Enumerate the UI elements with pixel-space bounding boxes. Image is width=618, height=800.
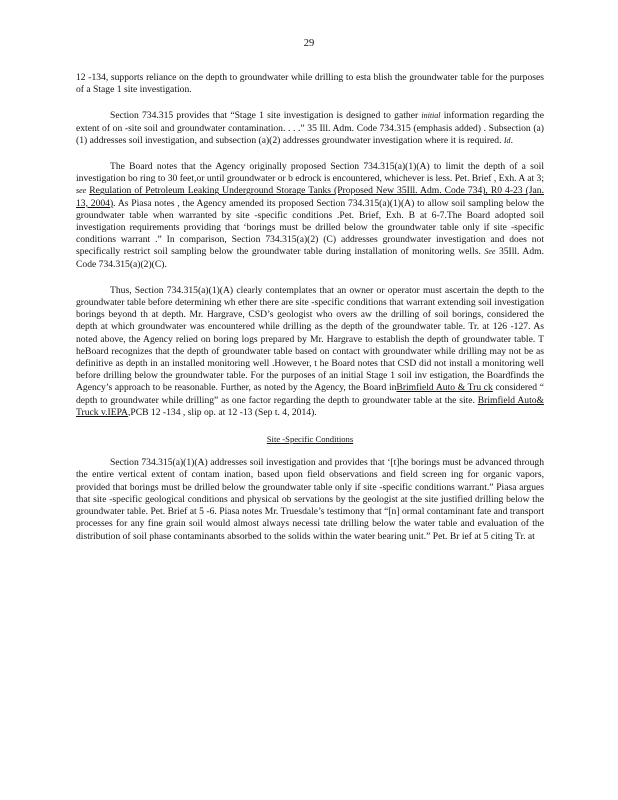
citation-brimfield-v-iepa: Brimfield Auto& Truck v.IEPA bbox=[76, 394, 544, 418]
italic-id: Id bbox=[503, 135, 511, 145]
italic-see: see bbox=[76, 186, 87, 196]
paragraph-groundwater-depth bbox=[76, 285, 544, 419]
italic-initial: initial bbox=[421, 111, 441, 121]
paragraph-agency-proposal bbox=[76, 161, 544, 271]
paragraph-text: Thus, Section 734.315(a)(1)(A) clearly contemplates that an owner or operator must ascertain the depth to the groundwater table before determining wh ether there are site -specific conditions that warrant extending soil investigation borings beyond th at depth. Mr. Hargrave, CSD’s geologist who overs aw the drilling of soil borings, considered the depth at which groundwater was encountered while drilling as the depth of the groundwater table. Tr. at 126 -127. As noted above, the Agency relied on boring logs prepared by Mr. Hargrave to establish the depth of groundwater table. T heBoard recognizes that the depth of groundwater table based on contact with groundwater while drilling may not be as definitive as depth in an installed monitoring well .However, t he Board notes that CSD did not install a monitoring well before drilling below the groundwater table. For the purposes of an initial Stage 1 soil inv estigation, the Boardfinds the Agency’s approach to be reasonable. Further, as noted by the Agency, the Board in bbox=[76, 284, 544, 394]
paragraph-text: ,PCB 12 -134 , slip op. at 12 -13 (Sep t. 4, 2014). bbox=[127, 406, 317, 418]
paragraph-text: Section 734.315(a)(1)(A) addresses soil investigation and provides that ‘[t]he borings must be advanced through the entire vertical extent of contam ination, based upon field observations and field screen ing for organic vapors, provided that borings must be drilled below the groundwater table only if site -specific conditions warrant.” Piasa argues that site -specific geological conditions and physical ob servations by the geologist at the site justified drilling below the groundwater table. Pet. Brief at 5 -6. Piasa notes Mr. Truesdale’s testimony that “[n] ormal contaminant fate and transport processes for any fine grain soil would almost always necessi tate drilling below the water table and evaluation of the distribution of soil phase contaminants absorbed to the solids within the water bearing unit.” Pet. Br ief at 5 citing Tr. at bbox=[76, 457, 544, 542]
paragraph-text: . bbox=[510, 134, 513, 146]
section-heading bbox=[76, 433, 544, 445]
paragraph-text: The Board notes that the Agency originally proposed Section 734.315(a)(1)(A) to limit the depth of a soil investigation bo ring to 30 feet,or until groundwater or b edrock is encountered, whichever is less. Pet. Brief , Exh. A at 3; bbox=[76, 161, 544, 185]
paragraph-text: Section 734.315 provides that “Stage 1 site investigation is designed to gather bbox=[110, 110, 419, 122]
paragraph-text: 12 -134, supports reliance on the depth to groundwater while drilling to esta blish the groundwater table for the purposes of a Stage 1 site investigation. bbox=[76, 72, 544, 96]
citation-regulation: Regulation of Petroleum Leaking Underground Storage Tanks (Proposed New 35Ill. Adm. Code 734), R0 4-23 (Jan. 13, 2004) bbox=[76, 185, 544, 209]
paragraph-text: considered “ depth to groundwater while drilling” as one factor regarding the depth to groundwater table at the site. bbox=[76, 382, 544, 406]
paragraph-text: . As Piasa notes , the Agency amended its proposed Section 734.315(a)(1)(A) to allow soil sampling below the groundwater table when warranted by site -specific conditions .Pet. Brief, Exh. B at 6-7.The Board adopted soil investigation requirements providing that ‘borings must be drilled below the groundwater table only if site -specific conditions warrant .” In comparison, Section 734.315(a)(2) (C) addresses groundwater investigation and does not specifically restrict soil sampling below the groundwater table during installation of monitoring wells. bbox=[76, 197, 544, 258]
paragraph-continuation bbox=[76, 72, 544, 96]
document-body bbox=[76, 72, 544, 557]
paragraph-text: information regarding the extent of on -site soil and groundwater contamination. . . .” 35 Ill. Adm. Code 734.315 (emphasis added) . Subsection (a)(1) addresses soil investigation, and subsection (a)(2) addresses groundwater investigation where it is required. bbox=[76, 110, 544, 146]
citation-brimfield: Brimfield Auto & Tru ck bbox=[396, 382, 493, 394]
paragraph-text: 35Ill. Adm. Code 734.315(a)(2)(C). bbox=[76, 246, 544, 270]
paragraph-stage1-purpose bbox=[76, 110, 544, 147]
italic-see: See bbox=[484, 247, 496, 257]
page-number: 29 bbox=[303, 38, 315, 49]
section-heading-text: Site -Specific Conditions bbox=[266, 434, 354, 445]
paragraph-site-specific bbox=[76, 457, 544, 542]
